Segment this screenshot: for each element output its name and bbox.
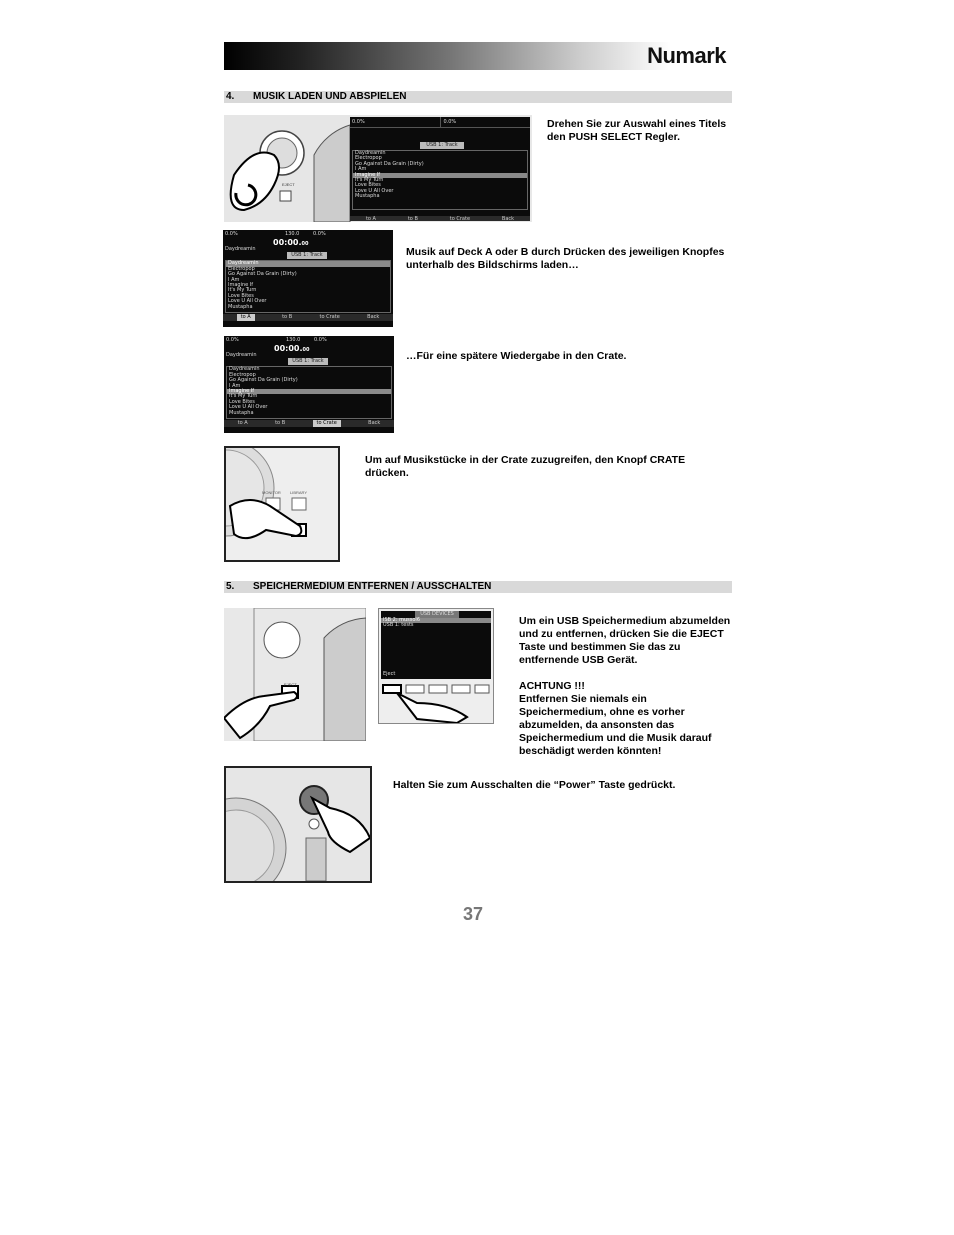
track-item[interactable]: It's My Turn	[355, 176, 384, 183]
eject-photo-label: EJECT	[282, 182, 295, 187]
eject-screen-figure	[378, 608, 494, 724]
track-item[interactable]: I Am	[355, 166, 367, 173]
crate-button-photo	[224, 446, 340, 562]
crate-button-illustration	[226, 448, 338, 560]
usb-device-item[interactable]: USB 1: tests	[383, 622, 414, 629]
usb-track-tab: USB 1: Track	[287, 252, 327, 259]
section-4-title: MUSIK LADEN UND ABSPIELEN	[253, 91, 407, 102]
time-readout: 00:00.	[273, 238, 302, 247]
track-item[interactable]: Daydreamin	[229, 366, 260, 373]
track-item-selected[interactable]: Imagine If	[227, 389, 391, 394]
step-2-text: Musik auf Deck A oder B durch Drücken des jeweiligen Knopfes unterhalb des Bildschirms laden…	[406, 246, 725, 271]
eject-button-illustration	[224, 608, 366, 741]
screen-button-row	[350, 216, 530, 221]
track-item[interactable]: Love U All Over	[229, 404, 268, 411]
track-item[interactable]: Electropop	[229, 371, 256, 378]
track-item[interactable]: Love Bites	[355, 182, 381, 189]
to-crate-button[interactable]: to Crate	[319, 314, 340, 321]
deck-a-percent: 0.0%	[226, 337, 239, 343]
track-list	[352, 150, 528, 210]
track-item[interactable]: Imagine If	[228, 281, 254, 288]
track-browser-screen-1	[350, 117, 530, 221]
section-4-number: 4.	[226, 91, 235, 102]
monitor-photo-label: MONITOR	[262, 490, 281, 495]
numark-logo: Numark	[647, 43, 726, 68]
power-button-photo	[224, 766, 372, 883]
screen-button-row	[223, 314, 393, 321]
to-crate-button[interactable]: to Crate	[449, 216, 471, 221]
loaded-track: Daydreamin	[225, 246, 256, 252]
track-item[interactable]: Love Bites	[228, 292, 254, 299]
eject-device-screen	[381, 611, 491, 679]
deck-b-percent: 0.0%	[313, 231, 326, 237]
section-5-heading	[224, 581, 732, 593]
step-4-text: Um auf Musikstücke in der Crate zuzugreifen, den Knopf CRATE drücken.	[365, 454, 686, 479]
to-b-button[interactable]: to B	[407, 216, 418, 221]
back-button[interactable]: Back	[367, 314, 380, 321]
track-item[interactable]: I Am	[228, 276, 240, 283]
to-a-button[interactable]: to A	[237, 420, 248, 427]
header-bar	[224, 42, 732, 70]
page-number: 37	[463, 904, 484, 924]
warning-text: Entfernen Sie niemals ein Speichermedium, ohne es vorher abzumelden, da ansonsten das Speichermedium und die Musik darauf beschädigt werden könnten!	[519, 693, 712, 757]
deck-a-percent: 0.0%	[352, 119, 365, 125]
track-item[interactable]: Love Bites	[229, 398, 255, 405]
track-item[interactable]: It's My Turn	[229, 393, 258, 400]
warning-title: ACHTUNG !!!	[519, 680, 585, 692]
track-browser-screen-3	[224, 336, 394, 433]
usb-device-item-selected[interactable]: ISB 2: mussol6	[381, 618, 491, 623]
track-item[interactable]: Go Against Da Grain (Dirty)	[228, 271, 297, 278]
deck-a-percent: 0.0%	[225, 231, 238, 237]
section-5-number: 5.	[226, 581, 235, 592]
eject-instructions-text: Um ein USB Speichermedium abzumelden und zu entfernen, drücken Sie die EJECT Taste und bestimmen Sie das zu entfernende USB Gerät.	[519, 615, 731, 666]
eject-option[interactable]: Eject	[383, 670, 396, 677]
track-item[interactable]: Mustapha	[355, 193, 380, 200]
time-ms: 00	[302, 347, 310, 353]
track-item[interactable]: Mustapha	[229, 409, 254, 416]
track-item[interactable]: I Am	[229, 382, 241, 389]
section-5-title: SPEICHERMEDIUM ENTFERNEN / AUSSCHALTEN	[253, 581, 492, 592]
power-text: Halten Sie zum Ausschalten die “Power” Taste gedrückt.	[393, 779, 676, 791]
to-a-button[interactable]: to A	[237, 314, 255, 321]
track-item[interactable]: Go Against Da Grain (Dirty)	[229, 377, 298, 384]
deck-b-percent: 0.0%	[440, 117, 530, 127]
power-button-illustration	[226, 768, 370, 881]
to-a-button[interactable]: to A	[365, 216, 376, 221]
library-photo-label: LIBRARY	[290, 490, 308, 495]
track-item[interactable]: Go Against Da Grain (Dirty)	[355, 160, 424, 167]
step-3-text: …Für eine spätere Wiedergabe in den Crate.	[406, 350, 627, 362]
usb-track-tab: USB 1: Track	[288, 358, 328, 365]
section-4-heading	[224, 91, 732, 103]
track-item[interactable]: It's My Turn	[228, 287, 257, 294]
track-item-selected[interactable]: Daydreamin	[226, 261, 390, 266]
step-1-text: Drehen Sie zur Auswahl eines Titels den PUSH SELECT Regler.	[547, 118, 727, 143]
back-button[interactable]: Back	[501, 216, 515, 221]
track-item[interactable]: Love U All Over	[355, 187, 394, 194]
track-browser-screen-2	[223, 230, 393, 327]
loaded-track: Daydreamin	[226, 352, 257, 358]
track-item[interactable]: Daydreamin	[355, 150, 386, 156]
screen-button-row	[224, 420, 394, 427]
to-b-button[interactable]: to B	[275, 420, 286, 427]
eject-hand-illustration	[379, 679, 493, 723]
time-readout: 00:00.	[274, 344, 303, 353]
eject-photo-label: EJECT	[284, 682, 297, 687]
deck-b-percent: 0.0%	[314, 337, 327, 343]
track-item[interactable]: Electropop	[228, 265, 255, 272]
to-crate-button[interactable]: to Crate	[313, 420, 341, 427]
track-item[interactable]: Mustapha	[228, 303, 253, 310]
track-item[interactable]: Love U All Over	[228, 298, 267, 305]
track-list	[226, 366, 392, 419]
track-item[interactable]: Electropop	[355, 155, 382, 162]
track-list	[225, 260, 391, 313]
time-ms: 00	[301, 241, 309, 247]
back-button[interactable]: Back	[368, 420, 381, 427]
to-b-button[interactable]: to B	[282, 314, 293, 321]
bpm-readout: 130.0	[286, 337, 301, 343]
usb-devices-tab: USB DEVICES	[415, 611, 459, 618]
usb-track-tab: USB 1: Track	[420, 142, 464, 149]
bpm-readout: 130.0	[285, 231, 300, 237]
eject-button-photo	[224, 608, 366, 741]
track-item-selected[interactable]: Imagine If	[353, 173, 527, 178]
